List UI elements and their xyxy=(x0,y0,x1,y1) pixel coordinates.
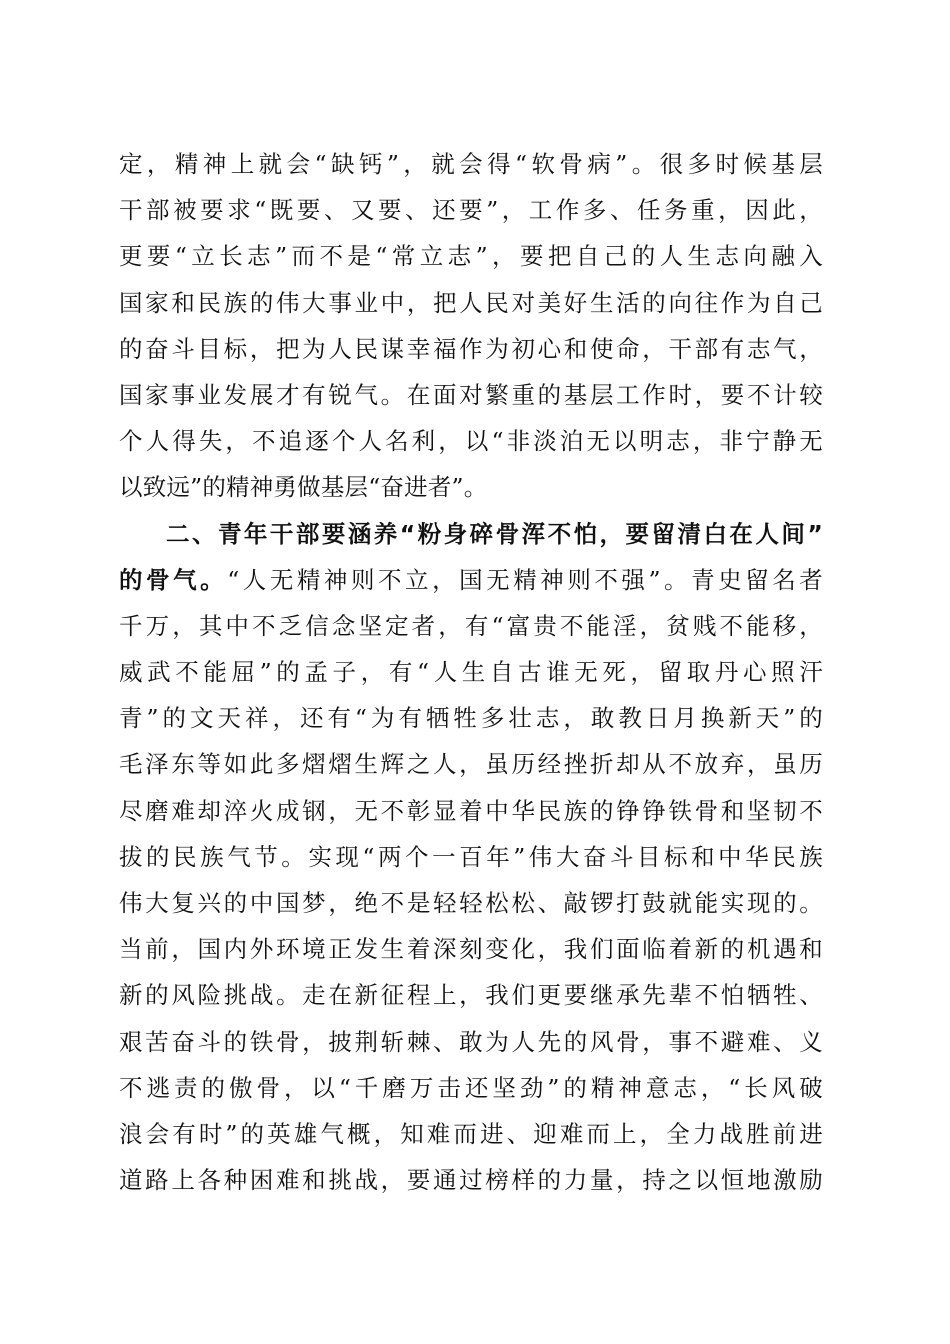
text-line: 伟大复兴的中国梦，绝不是轻轻松松、敲锣打鼓就能实现的。 xyxy=(119,889,823,917)
text-line: 威武不能屈”的孟子，有“人生自古谁无死，留取丹心照汗 xyxy=(119,658,823,687)
text-line: 的奋斗目标，把为人民谋幸福作为初心和使命，干部有志气， xyxy=(119,334,823,363)
text-line: 毛泽东等如此多熠熠生辉之人，虽历经挫折却从不放弃，虽历 xyxy=(119,750,823,779)
text-line xyxy=(119,557,823,603)
text-line: 定，精神上就会“缺钙”，就会得“软骨病”。很多时候基层 xyxy=(119,150,823,178)
text-line: 青”的文天祥，还有“为有牺牲多壮志，敢教日月换新天”的 xyxy=(119,704,823,733)
text-line: 拔的民族气节。实现“两个一百年”伟大奋斗目标和中华民族 xyxy=(119,842,823,871)
body-text xyxy=(119,141,823,1203)
text-line: 千万，其中不乏信念坚定者，有“富贵不能淫，贫贱不能移， xyxy=(119,611,823,640)
text-line: 更要“立长志”而不是“常立志”，要把自己的人生志向融入 xyxy=(119,242,823,271)
text-line-rest: “人无精神则不立，国无精神则不强”。青史留名者 xyxy=(227,565,823,594)
text-line: 以致远”的精神勇做基层“奋进者”。 xyxy=(119,473,488,502)
text-line: 当前，国内外环境正发生着深刻变化，我们面临着新的机遇和 xyxy=(119,935,823,964)
text-line: 尽磨难却淬火成钢，无不彰显着中华民族的铮铮铁骨和坚韧不 xyxy=(119,796,823,825)
text-line: 国家和民族的伟大事业中，把人民对美好生活的向往作为自己 xyxy=(119,288,823,317)
text-line: 新的风险挑战。走在新征程上，我们更要继承先辈不怕牺牲、 xyxy=(119,981,823,1010)
text-line: 艰苦奋斗的铁骨，披荆斩棘、敢为人先的风骨，事不避难、义 xyxy=(119,1027,823,1056)
section-heading-tail: 的骨气。 xyxy=(119,565,228,594)
text-line: 国家事业发展才有锐气。在面对繁重的基层工作时，要不计较 xyxy=(119,380,823,409)
text-line: 道路上各种困难和挑战，要通过榜样的力量，持之以恒地激励 xyxy=(119,1166,823,1195)
text-line: 不逃责的傲骨，以“千磨万击还坚劲”的精神意志，“长风破 xyxy=(119,1073,823,1102)
text-line: 个人得失，不追逐个人名利，以“非淡泊无以明志，非宁静无 xyxy=(119,427,823,456)
text-line: 干部被要求“既要、又要、还要”，工作多、任务重，因此， xyxy=(119,196,823,225)
section-heading: 二、青年干部要涵养“粉身碎骨浑不怕，要留清白在人间” xyxy=(166,519,823,548)
text-line: 浪会有时”的英雄气概，知难而进、迎难而上，全力战胜前进 xyxy=(119,1119,823,1148)
